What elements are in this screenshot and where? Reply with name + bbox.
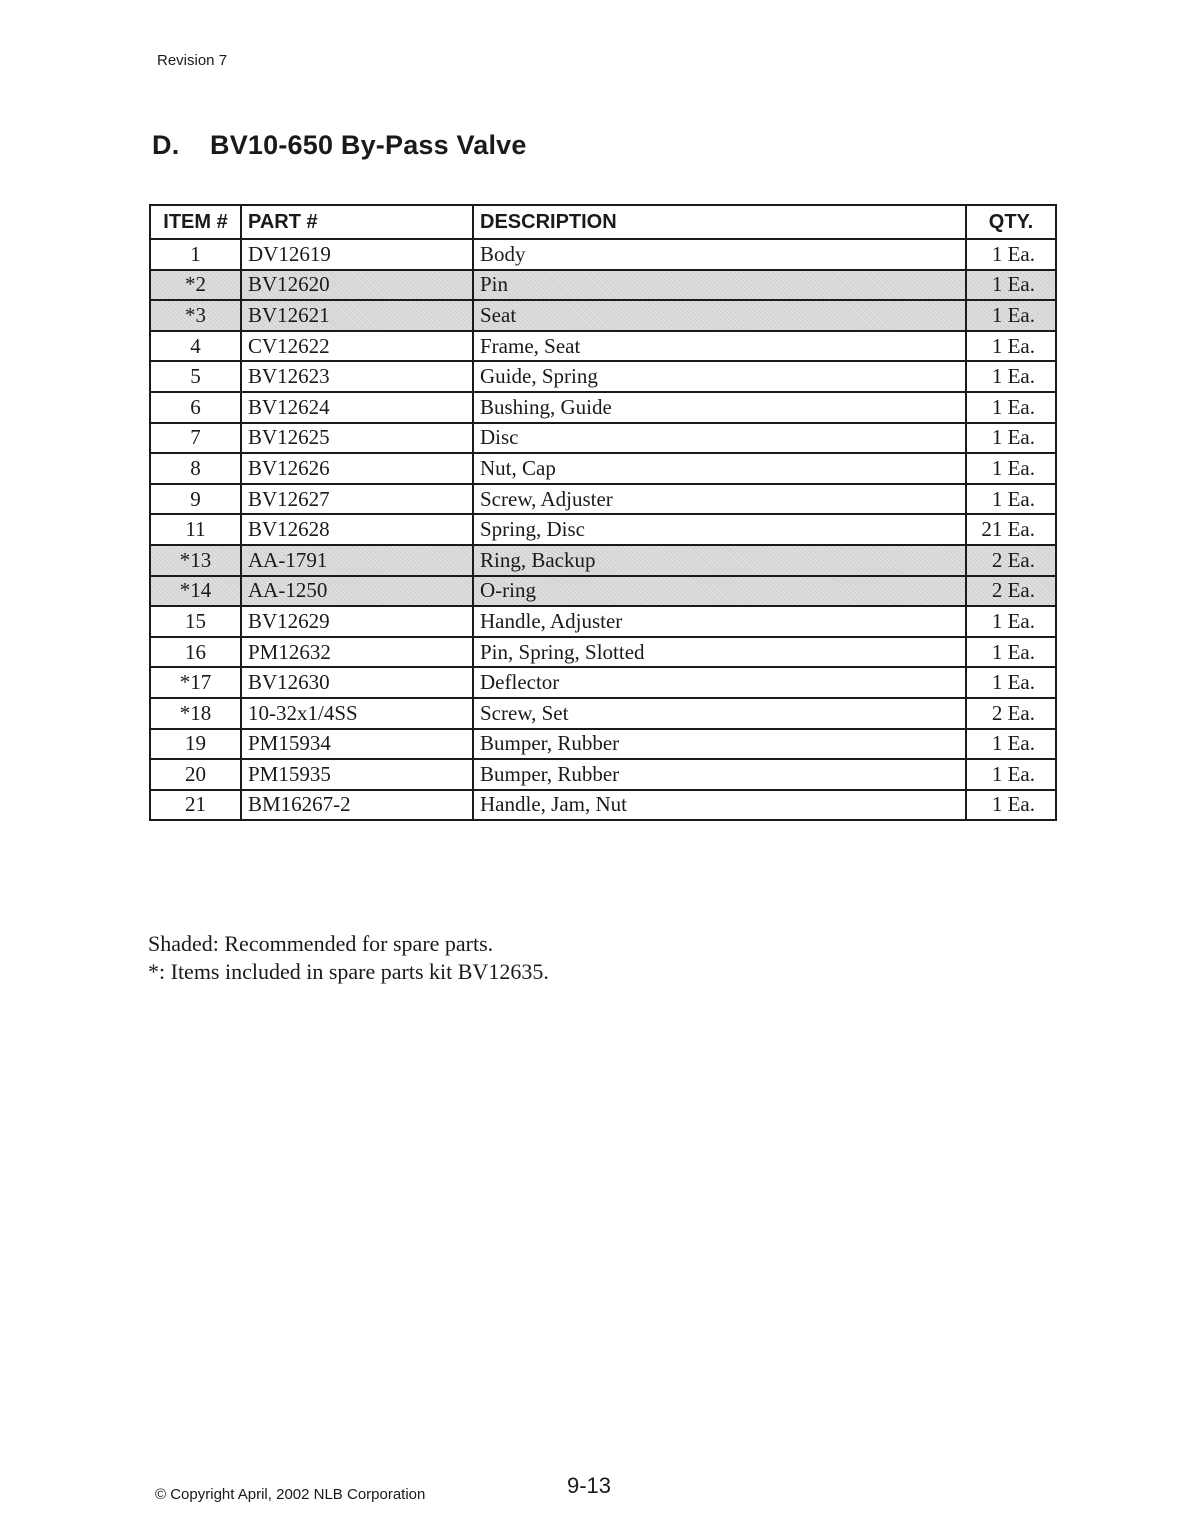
item-cell: 20 [150, 759, 241, 790]
item-cell: *13 [150, 545, 241, 576]
table-row [150, 239, 1056, 270]
parts-table [149, 204, 1057, 821]
qty-cell: 2 Ea. [966, 698, 1056, 729]
table-row [150, 361, 1056, 392]
description-cell: Bushing, Guide [473, 392, 966, 423]
page-number: 9-13 [567, 1473, 612, 1498]
qty-cell: 1 Ea. [966, 331, 1056, 362]
description-cell: Screw, Adjuster [473, 484, 966, 515]
item-cell: 21 [150, 790, 241, 821]
copyright-text: © Copyright April, 2002 NLB Corporation [155, 1486, 426, 1503]
qty-cell: 1 Ea. [966, 453, 1056, 484]
description-cell: Pin, Spring, Slotted [473, 637, 966, 668]
item-cell: 4 [150, 331, 241, 362]
qty-cell: 1 Ea. [966, 423, 1056, 454]
qty-cell: 1 Ea. [966, 667, 1056, 698]
section-title-text: BV10-650 By-Pass Valve [210, 130, 527, 160]
part-cell: BV12625 [241, 423, 473, 454]
qty-cell: 2 Ea. [966, 545, 1056, 576]
description-cell: Deflector [473, 667, 966, 698]
part-cell: CV12622 [241, 331, 473, 362]
description-cell: Bumper, Rubber [473, 729, 966, 760]
part-cell: DV12619 [241, 239, 473, 270]
qty-cell: 1 Ea. [966, 392, 1056, 423]
qty-cell: 1 Ea. [966, 484, 1056, 515]
header-item: ITEM # [150, 205, 241, 239]
description-cell: Bumper, Rubber [473, 759, 966, 790]
header-qty: QTY. [966, 205, 1056, 239]
qty-cell: 21 Ea. [966, 514, 1056, 545]
table-header-row [150, 205, 1056, 239]
qty-cell: 1 Ea. [966, 790, 1056, 821]
part-cell: BV12624 [241, 392, 473, 423]
shaded-note: Shaded: Recommended for spare parts. [148, 931, 494, 956]
item-cell: 5 [150, 361, 241, 392]
table-row [150, 606, 1056, 637]
table-row [150, 729, 1056, 760]
description-cell: Spring, Disc [473, 514, 966, 545]
item-cell: *14 [150, 576, 241, 607]
item-cell: 8 [150, 453, 241, 484]
table-row [150, 484, 1056, 515]
section-title [152, 130, 527, 161]
qty-cell: 1 Ea. [966, 759, 1056, 790]
table-row [150, 453, 1056, 484]
qty-cell: 1 Ea. [966, 637, 1056, 668]
qty-cell: 2 Ea. [966, 576, 1056, 607]
part-cell: AA-1250 [241, 576, 473, 607]
qty-cell: 1 Ea. [966, 300, 1056, 331]
description-cell: Guide, Spring [473, 361, 966, 392]
table-row [150, 423, 1056, 454]
item-cell: *2 [150, 270, 241, 301]
item-cell: 15 [150, 606, 241, 637]
table-row [150, 759, 1056, 790]
item-cell: 6 [150, 392, 241, 423]
description-cell: Seat [473, 300, 966, 331]
table-row [150, 514, 1056, 545]
part-cell: AA-1791 [241, 545, 473, 576]
item-cell: 9 [150, 484, 241, 515]
part-cell: BV12621 [241, 300, 473, 331]
part-cell: BV12620 [241, 270, 473, 301]
item-cell: 11 [150, 514, 241, 545]
qty-cell: 1 Ea. [966, 729, 1056, 760]
table-row [150, 392, 1056, 423]
part-cell: BV12629 [241, 606, 473, 637]
qty-cell: 1 Ea. [966, 606, 1056, 637]
description-cell: Handle, Adjuster [473, 606, 966, 637]
description-cell: Screw, Set [473, 698, 966, 729]
description-cell: Ring, Backup [473, 545, 966, 576]
table-row [150, 300, 1056, 331]
qty-cell: 1 Ea. [966, 361, 1056, 392]
part-cell: BV12623 [241, 361, 473, 392]
part-cell: PM15934 [241, 729, 473, 760]
description-cell: Disc [473, 423, 966, 454]
table-row [150, 576, 1056, 607]
table-row [150, 270, 1056, 301]
header-part: PART # [241, 205, 473, 239]
part-cell: BV12626 [241, 453, 473, 484]
table-row [150, 790, 1056, 821]
part-cell: BV12627 [241, 484, 473, 515]
section-letter: D. [152, 130, 180, 160]
description-cell: Handle, Jam, Nut [473, 790, 966, 821]
item-cell: 7 [150, 423, 241, 454]
revision-label: Revision 7 [157, 52, 228, 69]
part-cell: BV12628 [241, 514, 473, 545]
item-cell: 19 [150, 729, 241, 760]
item-cell: 1 [150, 239, 241, 270]
part-cell: BM16267-2 [241, 790, 473, 821]
parts-table-body [150, 239, 1056, 820]
description-cell: Body [473, 239, 966, 270]
description-cell: Pin [473, 270, 966, 301]
table-row [150, 331, 1056, 362]
description-cell: Frame, Seat [473, 331, 966, 362]
item-cell: *17 [150, 667, 241, 698]
header-description: DESCRIPTION [473, 205, 966, 239]
notes [148, 930, 549, 986]
part-cell: PM12632 [241, 637, 473, 668]
qty-cell: 1 Ea. [966, 270, 1056, 301]
item-cell: 16 [150, 637, 241, 668]
description-cell: O-ring [473, 576, 966, 607]
table-row [150, 637, 1056, 668]
description-cell: Nut, Cap [473, 453, 966, 484]
part-cell: BV12630 [241, 667, 473, 698]
qty-cell: 1 Ea. [966, 239, 1056, 270]
part-cell: 10-32x1/4SS [241, 698, 473, 729]
item-cell: *18 [150, 698, 241, 729]
asterisk-note: *: Items included in spare parts kit BV12635. [148, 959, 549, 984]
table-row [150, 698, 1056, 729]
table-row [150, 667, 1056, 698]
item-cell: *3 [150, 300, 241, 331]
table-row [150, 545, 1056, 576]
part-cell: PM15935 [241, 759, 473, 790]
